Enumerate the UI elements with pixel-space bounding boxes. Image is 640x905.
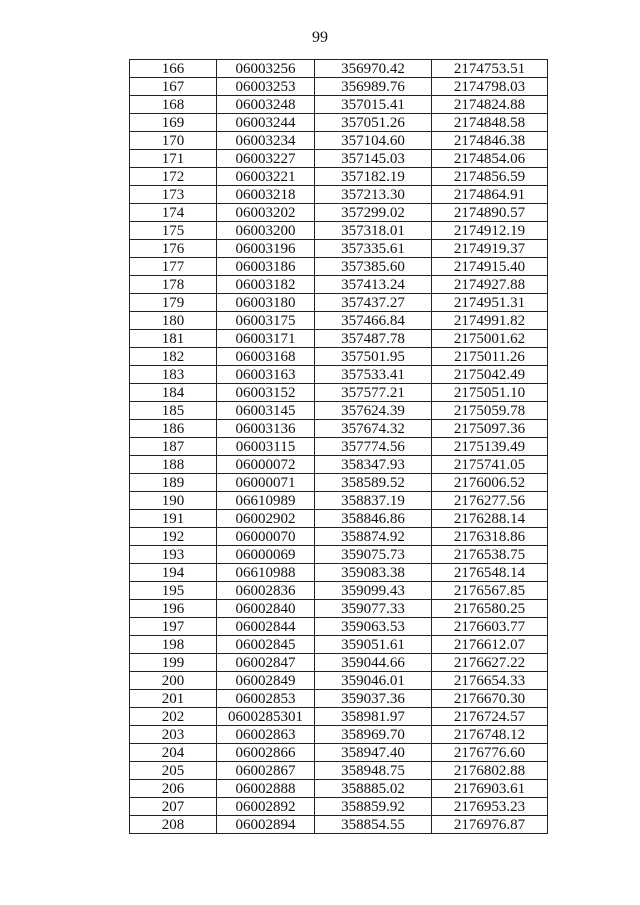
x-coordinate-cell: 357182.19: [315, 168, 432, 186]
table-row: [130, 600, 548, 618]
point-id-cell: 06002894: [217, 816, 315, 834]
point-number-cell: 202: [130, 708, 217, 726]
table-row: [130, 510, 548, 528]
y-coordinate-cell: 2175051.10: [432, 384, 548, 402]
y-coordinate-cell: 2176538.75: [432, 546, 548, 564]
table-row: [130, 798, 548, 816]
point-number-cell: 200: [130, 672, 217, 690]
x-coordinate-cell: 357385.60: [315, 258, 432, 276]
point-id-cell: 06002892: [217, 798, 315, 816]
table-row: [130, 528, 548, 546]
point-id-cell: 06002863: [217, 726, 315, 744]
point-number-cell: 184: [130, 384, 217, 402]
y-coordinate-cell: 2176654.33: [432, 672, 548, 690]
table-row: [130, 96, 548, 114]
point-number-cell: 195: [130, 582, 217, 600]
point-id-cell: 06003180: [217, 294, 315, 312]
point-number-cell: 181: [130, 330, 217, 348]
x-coordinate-cell: 357318.01: [315, 222, 432, 240]
y-coordinate-cell: 2174854.06: [432, 150, 548, 168]
point-id-cell: 06003234: [217, 132, 315, 150]
x-coordinate-cell: 356989.76: [315, 78, 432, 96]
table-row: [130, 168, 548, 186]
point-number-cell: 185: [130, 402, 217, 420]
table-row: [130, 258, 548, 276]
table-row: [130, 186, 548, 204]
table-row: [130, 744, 548, 762]
table-row: [130, 384, 548, 402]
x-coordinate-cell: 358874.92: [315, 528, 432, 546]
point-number-cell: 183: [130, 366, 217, 384]
point-id-cell: 06002845: [217, 636, 315, 654]
point-id-cell: 06003200: [217, 222, 315, 240]
table-row: [130, 204, 548, 222]
x-coordinate-cell: 357487.78: [315, 330, 432, 348]
point-number-cell: 190: [130, 492, 217, 510]
y-coordinate-cell: 2175042.49: [432, 366, 548, 384]
table-row: [130, 114, 548, 132]
point-number-cell: 169: [130, 114, 217, 132]
x-coordinate-cell: 357145.03: [315, 150, 432, 168]
y-coordinate-cell: 2176670.30: [432, 690, 548, 708]
table-row: [130, 564, 548, 582]
point-id-cell: 06002849: [217, 672, 315, 690]
point-id-cell: 06003196: [217, 240, 315, 258]
table-row: [130, 420, 548, 438]
y-coordinate-cell: 2176748.12: [432, 726, 548, 744]
y-coordinate-cell: 2176976.87: [432, 816, 548, 834]
point-id-cell: 06003145: [217, 402, 315, 420]
point-id-cell: 06003202: [217, 204, 315, 222]
y-coordinate-cell: 2175001.62: [432, 330, 548, 348]
page-number: 99: [312, 29, 328, 46]
x-coordinate-cell: 359051.61: [315, 636, 432, 654]
x-coordinate-cell: 358589.52: [315, 474, 432, 492]
y-coordinate-cell: 2176567.85: [432, 582, 548, 600]
point-number-cell: 182: [130, 348, 217, 366]
x-coordinate-cell: 357335.61: [315, 240, 432, 258]
table-body: [130, 60, 548, 834]
point-number-cell: 189: [130, 474, 217, 492]
table-row: [130, 690, 548, 708]
point-number-cell: 174: [130, 204, 217, 222]
point-id-cell: 06003256: [217, 60, 315, 78]
x-coordinate-cell: 358854.55: [315, 816, 432, 834]
table-row: [130, 348, 548, 366]
table-row: [130, 636, 548, 654]
point-id-cell: 06003244: [217, 114, 315, 132]
point-id-cell: 06003168: [217, 348, 315, 366]
point-number-cell: 168: [130, 96, 217, 114]
point-id-cell: 0600285301: [217, 708, 315, 726]
y-coordinate-cell: 2176288.14: [432, 510, 548, 528]
x-coordinate-cell: 358837.19: [315, 492, 432, 510]
y-coordinate-cell: 2176580.25: [432, 600, 548, 618]
y-coordinate-cell: 2176903.61: [432, 780, 548, 798]
table-row: [130, 330, 548, 348]
point-id-cell: 06002866: [217, 744, 315, 762]
point-id-cell: 06003227: [217, 150, 315, 168]
y-coordinate-cell: 2174927.88: [432, 276, 548, 294]
point-id-cell: 06003115: [217, 438, 315, 456]
y-coordinate-cell: 2176318.86: [432, 528, 548, 546]
point-number-cell: 175: [130, 222, 217, 240]
y-coordinate-cell: 2174890.57: [432, 204, 548, 222]
table-row: [130, 672, 548, 690]
point-number-cell: 187: [130, 438, 217, 456]
x-coordinate-cell: 357413.24: [315, 276, 432, 294]
y-coordinate-cell: 2174846.38: [432, 132, 548, 150]
point-number-cell: 171: [130, 150, 217, 168]
table-row: [130, 654, 548, 672]
point-number-cell: 188: [130, 456, 217, 474]
point-number-cell: 203: [130, 726, 217, 744]
x-coordinate-cell: 356970.42: [315, 60, 432, 78]
y-coordinate-cell: 2176953.23: [432, 798, 548, 816]
y-coordinate-cell: 2176627.22: [432, 654, 548, 672]
x-coordinate-cell: 357213.30: [315, 186, 432, 204]
point-number-cell: 178: [130, 276, 217, 294]
point-id-cell: 06610988: [217, 564, 315, 582]
y-coordinate-cell: 2174753.51: [432, 60, 548, 78]
point-id-cell: 06003182: [217, 276, 315, 294]
point-id-cell: 06002844: [217, 618, 315, 636]
point-id-cell: 06003171: [217, 330, 315, 348]
x-coordinate-cell: 359077.33: [315, 600, 432, 618]
point-id-cell: 06000071: [217, 474, 315, 492]
y-coordinate-cell: 2175097.36: [432, 420, 548, 438]
point-id-cell: 06610989: [217, 492, 315, 510]
y-coordinate-cell: 2176776.60: [432, 744, 548, 762]
x-coordinate-cell: 357466.84: [315, 312, 432, 330]
table-row: [130, 780, 548, 798]
point-number-cell: 170: [130, 132, 217, 150]
y-coordinate-cell: 2174919.37: [432, 240, 548, 258]
point-id-cell: 06000070: [217, 528, 315, 546]
y-coordinate-cell: 2174824.88: [432, 96, 548, 114]
y-coordinate-cell: 2174864.91: [432, 186, 548, 204]
point-number-cell: 201: [130, 690, 217, 708]
point-number-cell: 193: [130, 546, 217, 564]
point-number-cell: 206: [130, 780, 217, 798]
y-coordinate-cell: 2176612.07: [432, 636, 548, 654]
x-coordinate-cell: 357437.27: [315, 294, 432, 312]
point-id-cell: 06002847: [217, 654, 315, 672]
x-coordinate-cell: 359037.36: [315, 690, 432, 708]
point-id-cell: 06003218: [217, 186, 315, 204]
x-coordinate-cell: 358947.40: [315, 744, 432, 762]
y-coordinate-cell: 2174915.40: [432, 258, 548, 276]
point-number-cell: 194: [130, 564, 217, 582]
x-coordinate-cell: 357774.56: [315, 438, 432, 456]
y-coordinate-cell: 2174912.19: [432, 222, 548, 240]
x-coordinate-cell: 358948.75: [315, 762, 432, 780]
y-coordinate-cell: 2176277.56: [432, 492, 548, 510]
point-number-cell: 167: [130, 78, 217, 96]
x-coordinate-cell: 359099.43: [315, 582, 432, 600]
x-coordinate-cell: 358885.02: [315, 780, 432, 798]
y-coordinate-cell: 2176603.77: [432, 618, 548, 636]
point-number-cell: 197: [130, 618, 217, 636]
y-coordinate-cell: 2174856.59: [432, 168, 548, 186]
x-coordinate-cell: 357624.39: [315, 402, 432, 420]
y-coordinate-cell: 2176724.57: [432, 708, 548, 726]
y-coordinate-cell: 2174848.58: [432, 114, 548, 132]
point-id-cell: 06002888: [217, 780, 315, 798]
x-coordinate-cell: 357577.21: [315, 384, 432, 402]
x-coordinate-cell: 357015.41: [315, 96, 432, 114]
point-id-cell: 06000072: [217, 456, 315, 474]
x-coordinate-cell: 359075.73: [315, 546, 432, 564]
point-number-cell: 192: [130, 528, 217, 546]
x-coordinate-cell: 357674.32: [315, 420, 432, 438]
table-row: [130, 474, 548, 492]
y-coordinate-cell: 2176802.88: [432, 762, 548, 780]
point-number-cell: 179: [130, 294, 217, 312]
point-number-cell: 199: [130, 654, 217, 672]
table-row: [130, 492, 548, 510]
point-id-cell: 06002867: [217, 762, 315, 780]
point-number-cell: 180: [130, 312, 217, 330]
point-id-cell: 06002836: [217, 582, 315, 600]
point-id-cell: 06000069: [217, 546, 315, 564]
point-id-cell: 06002840: [217, 600, 315, 618]
point-id-cell: 06003253: [217, 78, 315, 96]
coordinates-table: [129, 59, 548, 834]
table-row: [130, 312, 548, 330]
table-row: [130, 132, 548, 150]
table-row: [130, 402, 548, 420]
point-number-cell: 207: [130, 798, 217, 816]
table-row: [130, 366, 548, 384]
point-number-cell: 208: [130, 816, 217, 834]
x-coordinate-cell: 358859.92: [315, 798, 432, 816]
table-row: [130, 438, 548, 456]
x-coordinate-cell: 357501.95: [315, 348, 432, 366]
point-number-cell: 172: [130, 168, 217, 186]
table-row: [130, 726, 548, 744]
x-coordinate-cell: 358981.97: [315, 708, 432, 726]
point-id-cell: 06002902: [217, 510, 315, 528]
point-number-cell: 173: [130, 186, 217, 204]
table-row: [130, 582, 548, 600]
x-coordinate-cell: 358846.86: [315, 510, 432, 528]
x-coordinate-cell: 357299.02: [315, 204, 432, 222]
x-coordinate-cell: 359044.66: [315, 654, 432, 672]
y-coordinate-cell: 2175741.05: [432, 456, 548, 474]
table-row: [130, 546, 548, 564]
table-row: [130, 618, 548, 636]
x-coordinate-cell: 358347.93: [315, 456, 432, 474]
point-id-cell: 06002853: [217, 690, 315, 708]
table-row: [130, 816, 548, 834]
table-row: [130, 222, 548, 240]
y-coordinate-cell: 2175059.78: [432, 402, 548, 420]
point-number-cell: 198: [130, 636, 217, 654]
table-row: [130, 456, 548, 474]
x-coordinate-cell: 357051.26: [315, 114, 432, 132]
point-id-cell: 06003163: [217, 366, 315, 384]
x-coordinate-cell: 359046.01: [315, 672, 432, 690]
point-id-cell: 06003186: [217, 258, 315, 276]
y-coordinate-cell: 2175011.26: [432, 348, 548, 366]
table-row: [130, 60, 548, 78]
point-number-cell: 186: [130, 420, 217, 438]
y-coordinate-cell: 2174951.31: [432, 294, 548, 312]
table-row: [130, 708, 548, 726]
x-coordinate-cell: 358969.70: [315, 726, 432, 744]
y-coordinate-cell: 2174991.82: [432, 312, 548, 330]
point-number-cell: 177: [130, 258, 217, 276]
point-number-cell: 176: [130, 240, 217, 258]
y-coordinate-cell: 2175139.49: [432, 438, 548, 456]
table-row: [130, 276, 548, 294]
point-id-cell: 06003175: [217, 312, 315, 330]
y-coordinate-cell: 2174798.03: [432, 78, 548, 96]
point-id-cell: 06003221: [217, 168, 315, 186]
table-row: [130, 762, 548, 780]
y-coordinate-cell: 2176548.14: [432, 564, 548, 582]
x-coordinate-cell: 359063.53: [315, 618, 432, 636]
x-coordinate-cell: 359083.38: [315, 564, 432, 582]
table-row: [130, 78, 548, 96]
point-number-cell: 204: [130, 744, 217, 762]
point-id-cell: 06003136: [217, 420, 315, 438]
table-row: [130, 240, 548, 258]
point-number-cell: 205: [130, 762, 217, 780]
point-number-cell: 196: [130, 600, 217, 618]
table-row: [130, 294, 548, 312]
point-id-cell: 06003152: [217, 384, 315, 402]
x-coordinate-cell: 357104.60: [315, 132, 432, 150]
y-coordinate-cell: 2176006.52: [432, 474, 548, 492]
point-number-cell: 166: [130, 60, 217, 78]
table-row: [130, 150, 548, 168]
point-number-cell: 191: [130, 510, 217, 528]
x-coordinate-cell: 357533.41: [315, 366, 432, 384]
point-id-cell: 06003248: [217, 96, 315, 114]
